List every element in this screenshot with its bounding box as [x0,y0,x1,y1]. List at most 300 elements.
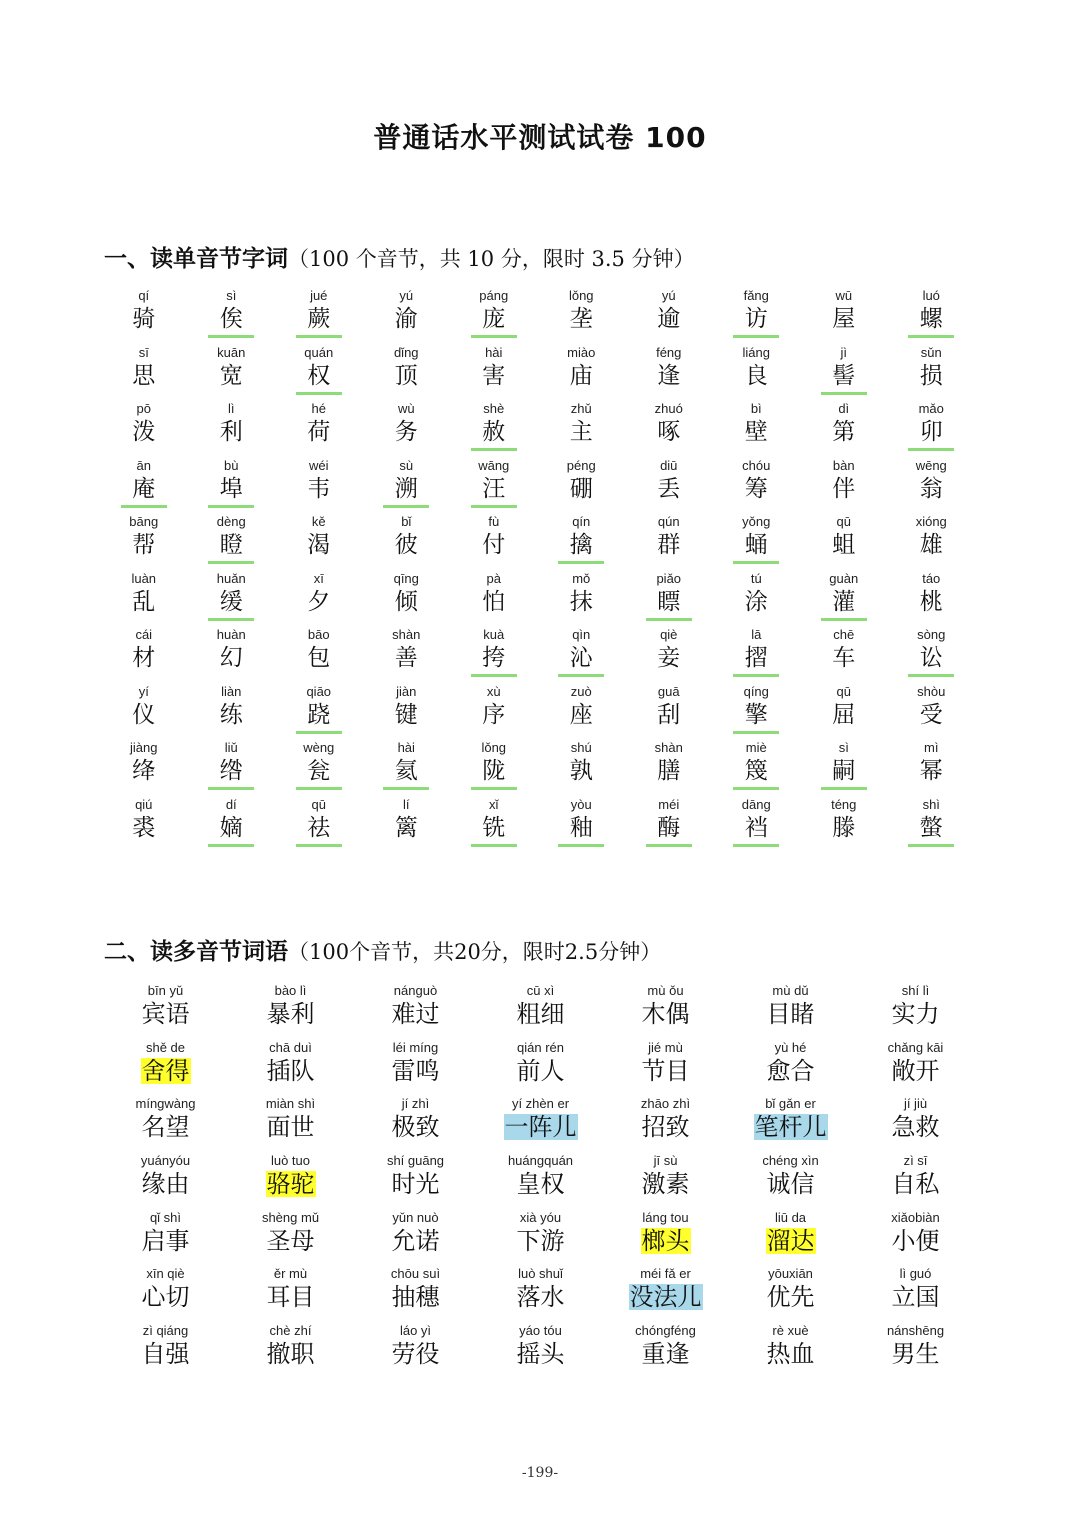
pinyin: luò shuǐ [518,1266,563,1282]
word-wrap [103,1227,228,1255]
pinyin: qū [836,514,851,529]
pinyin: bì [750,401,762,416]
char-item [100,344,188,401]
pinyin: qū [311,796,326,812]
pinyin: yǔn nuò [392,1209,439,1225]
green-underline [733,844,779,847]
word: 雷鸣 [391,1056,440,1085]
green-underline [121,505,167,508]
pinyin: bào lì [274,983,307,998]
hanzi: 帮 [132,532,156,558]
word: 难过 [391,1000,440,1028]
word-item [478,1322,603,1379]
char-item [538,513,626,570]
word-wrap [853,1057,978,1085]
green-underline [208,505,254,508]
green-underline [733,674,779,677]
pinyin: qiāo [306,683,332,699]
green-underline [296,731,342,734]
hanzi: 瞟 [657,588,681,615]
char-item [363,513,451,570]
pinyin: liáng [742,344,770,360]
char-item [450,683,538,740]
pinyin: méi fǎ er [640,1266,691,1282]
char-item [538,287,626,344]
pinyin: shě de [145,1039,186,1055]
word: 招致 [641,1113,690,1142]
pinyin: lǒng [481,740,507,755]
pinyin: liàn [221,683,242,699]
pinyin: ěr mù [273,1266,308,1282]
char-item [188,739,276,796]
word: 激素 [641,1170,690,1199]
char-item [625,287,713,344]
word-wrap [728,1283,853,1311]
char-item [625,513,713,570]
green-underline [296,844,342,847]
pinyin: qíng [743,683,769,699]
char-item [888,513,976,570]
hanzi: 嗣 [832,758,856,784]
word-item [603,1095,728,1152]
word-item [353,1265,478,1322]
char-item [188,457,276,514]
pinyin: xià yóu [519,1209,562,1225]
pinyin: kuān [217,344,246,360]
word: 小便 [891,1226,940,1255]
green-underline [471,787,517,790]
word-wrap [853,1113,978,1141]
hanzi: 裘 [132,814,156,841]
word: 骆驼 [266,1170,315,1199]
pinyin: zì sī [903,1153,928,1169]
char-item [188,796,276,853]
hanzi: 啄 [657,419,681,445]
pinyin: méi [658,796,680,812]
page-number: -199- [521,1465,559,1481]
hanzi: 包 [307,645,331,671]
hanzi: 瞪 [219,532,243,558]
word: 优先 [766,1283,815,1312]
pinyin: láo yì [399,1323,432,1339]
char-item [800,513,888,570]
hanzi: 雄 [919,532,943,558]
char-item [100,513,188,570]
word-wrap [228,1340,353,1368]
char-item [713,683,801,740]
hanzi: 彼 [394,532,418,558]
word-wrap [478,1113,603,1141]
pinyin: yòu [570,796,592,812]
pinyin: quán [304,344,334,360]
hanzi: 酶 [657,814,681,841]
hanzi: 氦 [394,758,418,784]
char-item [800,400,888,457]
pinyin: wēng [915,457,947,473]
word: 宾语 [141,1000,190,1028]
hanzi: 群 [657,532,681,558]
char-item [275,626,363,683]
word: 敞开 [891,1056,940,1085]
pinyin: xǐ [489,796,499,812]
hanzi: 绛 [132,758,156,784]
hanzi: 材 [132,645,156,671]
hanzi: 祛 [307,814,331,841]
word-wrap [353,1170,478,1198]
word: 实力 [891,1000,940,1028]
word-item [228,1265,353,1322]
word: 自私 [891,1170,940,1199]
hanzi: 铣 [482,814,506,841]
char-item [363,683,451,740]
word-wrap [478,1340,603,1368]
hanzi: 主 [569,419,593,445]
hanzi: 蛆 [832,532,856,558]
word: 热血 [766,1340,815,1369]
pinyin: shàn [392,627,421,642]
pinyin: liǔ [224,740,238,755]
pinyin: lā [751,627,762,642]
pinyin: tú [750,570,762,586]
hanzi: 伴 [832,475,856,502]
section2-heading-label: 二、读多音节词语 [104,939,288,965]
word-wrap [228,1000,353,1028]
pinyin: piǎo [656,570,682,586]
word-item [353,1209,478,1266]
green-underline [208,561,254,564]
green-underline [908,448,954,451]
word-item [353,1039,478,1096]
pinyin: huàn [216,627,246,642]
pinyin: bīn yǔ [147,983,184,998]
word-item [853,1095,978,1152]
pinyin: luó [922,288,940,303]
green-underline [208,618,254,621]
multi-syllable-grid [103,982,978,1379]
word-item [103,1095,228,1152]
pinyin: xīn qiè [146,1266,185,1282]
word-wrap [728,1000,853,1028]
pinyin: lì [228,401,235,416]
word-item [603,982,728,1039]
hanzi: 擒 [569,532,593,558]
word: 时光 [391,1170,440,1199]
pinyin: jiàng [130,740,158,755]
pinyin: yí zhèn er [511,1096,570,1112]
word: 缘由 [141,1170,190,1199]
word-item [853,1039,978,1096]
hanzi: 第 [832,419,856,445]
hanzi: 裆 [744,814,768,841]
pinyin: láng tou [642,1209,689,1225]
pinyin: hé [311,401,326,416]
word-item [353,1152,478,1209]
pinyin: xī [313,570,324,586]
char-item [800,457,888,514]
pinyin: guā [657,683,680,699]
word-wrap [728,1057,853,1085]
char-item [450,344,538,401]
word-item [228,1209,353,1266]
word-wrap [728,1113,853,1141]
char-item [363,400,451,457]
word-wrap [478,1000,603,1028]
pinyin: mù dǔ [772,983,809,998]
char-item [713,287,801,344]
char-item [363,287,451,344]
pinyin: diū [660,457,678,473]
green-underline [471,505,517,508]
char-item [538,400,626,457]
char-item [188,570,276,627]
green-underline [471,674,517,677]
pinyin: shí lì [901,983,930,998]
hanzi: 篾 [744,758,768,784]
char-item [450,513,538,570]
char-item [363,796,451,853]
word-item [228,982,353,1039]
pinyin: shú [570,740,592,755]
word-item [478,1039,603,1096]
char-item [713,626,801,683]
word: 诚信 [766,1170,815,1199]
word: 名望 [141,1113,190,1142]
hanzi: 擎 [744,701,768,728]
word-wrap [478,1057,603,1085]
char-item [450,796,538,853]
word-item [603,1322,728,1379]
green-underline [733,561,779,564]
word-wrap [478,1170,603,1198]
pinyin: shòu [917,683,946,699]
word-wrap [353,1227,478,1255]
word-wrap [228,1227,353,1255]
word-wrap [353,1000,478,1028]
word-item [728,982,853,1039]
char-item [275,683,363,740]
pinyin: shèng mǔ [261,1209,320,1225]
pinyin: zhāo zhì [640,1096,691,1112]
hanzi: 车 [832,645,856,671]
hanzi: 髻 [832,362,856,389]
pinyin: mù ǒu [647,983,684,998]
pinyin: téng [831,796,857,812]
hanzi: 渴 [307,532,331,558]
hanzi: 垄 [569,306,593,332]
hanzi: 仪 [132,701,156,728]
pinyin: huángquán [507,1153,574,1169]
word: 启事 [141,1226,190,1255]
single-syllable-grid [100,287,975,852]
word: 溜达 [766,1226,815,1255]
pinyin: lǒng [568,288,594,303]
pinyin: chè zhí [269,1323,312,1339]
green-underline [296,392,342,395]
char-item [800,287,888,344]
word: 重逢 [641,1340,690,1369]
pinyin: qīng [393,570,419,586]
pinyin: fǎng [743,288,769,303]
word-item [603,1039,728,1096]
pinyin: pà [486,570,501,586]
word-wrap [853,1000,978,1028]
hanzi: 权 [307,362,331,389]
char-item [363,570,451,627]
green-underline [821,787,867,790]
word-item [728,1039,853,1096]
hanzi: 缓 [219,588,243,615]
word-wrap [853,1283,978,1311]
word: 立国 [891,1283,940,1312]
word-wrap [853,1227,978,1255]
hanzi: 夕 [307,588,331,615]
hanzi: 跷 [307,701,331,728]
word-wrap [103,1057,228,1085]
hanzi: 汪 [482,475,506,502]
pinyin: bǐ gǎn er [765,1096,816,1112]
char-item [800,739,888,796]
hanzi: 翁 [919,475,943,502]
hanzi: 溯 [394,475,418,502]
hanzi: 损 [919,362,943,389]
word-wrap [103,1340,228,1368]
pinyin: wāng [478,457,510,473]
char-item [538,570,626,627]
char-item [538,457,626,514]
hanzi: 丢 [657,475,681,502]
pinyin: ān [136,457,151,473]
word: 急救 [891,1113,940,1142]
hanzi: 幂 [919,758,943,784]
word: 摇头 [516,1340,565,1369]
char-item [100,400,188,457]
pinyin: yuányóu [140,1153,191,1169]
word: 愈合 [766,1056,815,1085]
word-wrap [228,1283,353,1311]
pinyin: fù [488,514,500,529]
word-item [353,1095,478,1152]
word-wrap [853,1170,978,1198]
pinyin: miào [567,344,596,360]
hanzi: 摺 [744,645,768,671]
word: 自强 [141,1340,190,1369]
char-item [450,287,538,344]
pinyin: pō [136,401,151,416]
char-item [888,626,976,683]
pinyin: sǔn [920,344,942,360]
word-wrap [103,1000,228,1028]
word-item [228,1152,353,1209]
word: 前人 [516,1056,565,1085]
word-wrap [728,1170,853,1198]
pinyin: dèng [216,514,246,529]
hanzi: 逾 [657,306,681,332]
word-item [103,1152,228,1209]
pinyin: mì [924,740,939,755]
pinyin: nánguò [393,983,438,998]
pinyin: kuà [483,627,505,642]
green-underline [383,505,429,508]
word: 劳役 [391,1340,440,1369]
pinyin: jié mù [648,1039,683,1055]
word-item [603,1152,728,1209]
char-item [450,739,538,796]
char-item [450,626,538,683]
word-item [103,1322,228,1379]
pinyin: kě [311,514,326,529]
green-underline [908,674,954,677]
pinyin: shì [922,796,940,812]
char-item [625,457,713,514]
hanzi: 涂 [744,588,768,615]
char-item [363,626,451,683]
hanzi: 抹 [569,588,593,615]
hanzi: 怕 [482,588,506,615]
char-item [275,457,363,514]
char-item [538,683,626,740]
hanzi: 瓮 [307,758,331,784]
char-item [625,570,713,627]
pinyin: chē [833,627,855,642]
hanzi: 绺 [219,758,243,784]
char-item [275,739,363,796]
char-item [188,344,276,401]
pinyin: bù [224,457,239,473]
pinyin: chōu suì [390,1266,441,1282]
hanzi: 硼 [569,475,593,502]
hanzi: 良 [744,362,768,389]
pinyin: wèng [303,740,335,755]
char-item [188,683,276,740]
pinyin: páng [479,288,509,303]
char-item [538,626,626,683]
hanzi: 赦 [482,419,506,445]
hanzi: 蛹 [744,532,768,558]
word-item [353,982,478,1039]
word-wrap [603,1227,728,1255]
green-underline [383,787,429,790]
char-item [100,287,188,344]
char-item [713,570,801,627]
pinyin: yú [661,288,676,303]
pinyin: xióng [915,514,947,529]
word: 节目 [641,1056,690,1085]
pinyin: qí [138,288,150,303]
word-wrap [228,1170,353,1198]
pinyin: táo [922,570,941,586]
char-item [100,796,188,853]
green-underline [821,618,867,621]
hanzi: 螺 [919,306,943,332]
hanzi: 俟 [219,306,243,332]
word: 暴利 [266,1000,315,1028]
char-item [100,683,188,740]
word-item [478,1265,603,1322]
pinyin: xiǎobiàn [891,1209,940,1225]
word-item [478,1095,603,1152]
hanzi: 讼 [919,645,943,671]
pinyin: wù [397,401,415,416]
hanzi: 陇 [482,758,506,784]
pinyin: dāng [741,796,771,812]
pinyin: wéi [308,457,329,473]
green-underline [208,787,254,790]
hanzi: 幻 [219,645,243,671]
word: 极致 [391,1113,440,1142]
word: 落水 [516,1283,565,1312]
hanzi: 逢 [657,362,681,389]
word-item [228,1095,353,1152]
